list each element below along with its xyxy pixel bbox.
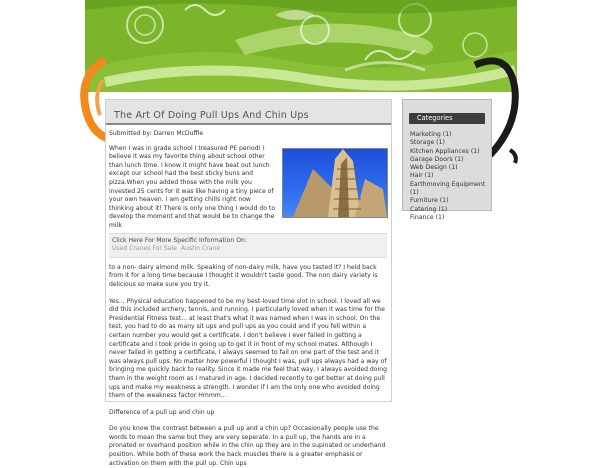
category-item	[410, 156, 491, 164]
categories-list	[410, 131, 491, 222]
category-item	[410, 164, 491, 172]
category-link-storage[interactable]: Storage (1)	[410, 139, 445, 147]
article-paragraph: Yes... Physical education happened to be my best-loved time slot in school. I loved all we did this included archery, tennis, and running. I particularly loved when it was time for the Presidential Fitness test... at least that's what it was named when I was in school. On the test, you had to do as many sit ups and pull ups as you could and if you fell within a certain number you would get a certificate. I don't believe I ever failed in getting a certificate and I took pride in going up to get it in front of my school mates. Although I never failed in getting a certificate, I always seemed to fail on one part of the test and it was always pull ups. No matter how powerful I thought I was, pull ups always had a way of bringing me quickly back to reality. Since it made me feel that way, I always avoided doing them in the weight room as I matured in age. I decided recently to get better at doing pull ups and make my weakness a strength. I wonder if I am the only one who avoided doing them of the weakness factor Hmmm...	[109, 297, 387, 400]
article-title-bar	[106, 100, 391, 125]
skyscraper-image	[282, 148, 388, 218]
submitted-by: Submitted by: Darren McDuffie	[109, 130, 204, 137]
category-item	[410, 214, 491, 222]
category-link-earthmoving-equipment[interactable]: Earthmoving Equipment (1)	[410, 180, 486, 197]
category-link-marketing[interactable]: Marketing (1)	[410, 131, 452, 138]
info-box	[109, 233, 387, 258]
category-link-catering[interactable]: Catering (1)	[410, 205, 448, 213]
article-body	[106, 130, 391, 468]
category-link-hair[interactable]: Hair (1)	[410, 172, 434, 180]
article-paragraph: to a non- dairy almond milk. Speaking of non-dairy milk, have you tasted it? I held back from it for a long time because I thought it wouldn't taste good. The non dairy variety is delicious so make sure you try it.	[109, 263, 378, 288]
info-link-austin-crane[interactable]: Austin Crane	[180, 245, 221, 253]
category-link-furniture[interactable]: Furniture (1)	[410, 197, 449, 205]
info-link-used-cranes[interactable]: Used Cranes For Sale	[112, 245, 177, 253]
article-paragraph: Do you know the contrast between a pull up and a chin up? Occasionally people use the words to mean the same but they are very seperate. In a pull up, the hands are in a pronated or overhand position while in the chin up they are in the supinated or underhand position. While both of these work the back muscles there is a greater emphasis or activation on them with the pull up. Chin ups	[109, 425, 386, 467]
intro-section	[109, 145, 387, 227]
article-title[interactable]: The Art Of Doing Pull Ups And Chin Ups	[114, 110, 309, 121]
category-item	[410, 181, 491, 198]
floral-swirl-decoration	[85, 0, 517, 92]
category-item	[410, 148, 491, 156]
category-link-web-design[interactable]: Web Design (1)	[410, 164, 458, 172]
info-label: Click Here For More Specific Information On:	[112, 236, 247, 244]
category-item	[410, 172, 491, 180]
category-item	[410, 206, 491, 214]
category-item	[410, 131, 491, 139]
category-link-finance[interactable]: Finance (1)	[410, 213, 445, 221]
category-item	[410, 197, 491, 205]
category-link-garage-doors[interactable]: Garage Doors (1)	[410, 155, 464, 163]
categories-sidebar	[402, 99, 492, 221]
article-panel	[105, 99, 392, 467]
category-link-kitchen-appliances[interactable]: Kitchen Appliances (1)	[410, 147, 480, 155]
article-subheading: Difference of a pull up and chin up	[109, 408, 215, 416]
header-banner	[85, 0, 517, 92]
categories-heading: Categories	[409, 113, 485, 124]
intro-text: When I was in grade school I treasured PE period! I believe it was my favorite thing about school other than lunch time. I know it might have beat out lunch except our school had the best sticky buns and pizza.When you added those with the milk you invested 25 cents for it was like having a tiny piece of your own heaven. I am getting chills right now thinking about it! There is only one thing I would do to develop the moment and that would be to change the milk	[109, 144, 276, 229]
category-item	[410, 139, 491, 147]
